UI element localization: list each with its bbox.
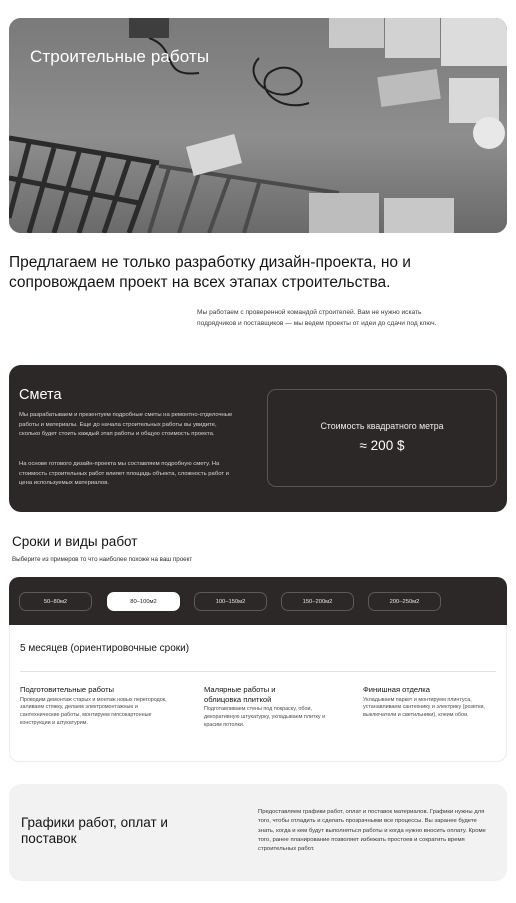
hero-banner — [9, 18, 507, 233]
work-column — [204, 685, 326, 729]
estimate-paragraph: Мы разрабатываем и презентуем подробные сметы на ремонтно-отделочные работы и материалы. Еще до начала строительных работы вы увидите, сколько будет стоить каждый этап работы и общую стоимость проекта. — [19, 412, 233, 438]
terms-heading: Сроки и виды работ — [12, 534, 138, 549]
intro-heading: Предлагаем не только разработку дизайн-проекта, но и сопровождаем проект на всех этапах строительства. — [9, 254, 411, 291]
price-label: Стоимость квадратного метра — [320, 421, 444, 431]
intro-text: Мы работаем с проверенной командой строителей. Вам не нужно искать подрядчиков и поставщиков — мы ведем проекты от идеи до сдачи под ключ. — [197, 309, 437, 327]
price-card — [267, 389, 497, 487]
estimate-paragraph: На основе готового дизайн-проекта мы составляем подробную смету. На стоимость строительных работ влияет площадь объекта, сложность работ и цена используемых материалов. — [19, 461, 229, 487]
schedules-text: Предоставляем графики работ, оплат и поставок материалов. Графики нужны для того, чтобы отладить и сделать прозрачными все процессы. Вы заранее будете знать, когда и кем будут выполняться работы и когда нужно вносить оплату. Кроме того, ранее планирование позволяет избежать простоев и сократить время строительных работ. — [258, 809, 486, 853]
work-title: Подготовительные работы — [20, 685, 115, 694]
estimate-section — [9, 365, 507, 512]
tab-80-100[interactable]: 80–100м2 — [107, 592, 180, 611]
work-text: Подготавливаем стены под покраску, обои, декоративную штукатурку, укладываем плитку и красим потолки. — [204, 706, 326, 728]
work-text: Проводим демонтаж старых и монтаж новых перегородок, заливаем стяжку, делаем электромонтажные и сантехнические работы, монтируем гипсокартонные конструкции и штукатурим. — [20, 696, 167, 726]
price-value: ≈ 200 $ — [359, 438, 405, 453]
divider — [20, 671, 496, 672]
tab-200-250[interactable]: 200–250м2 — [368, 592, 441, 611]
work-column — [20, 685, 170, 727]
work-title: Финишная отделка — [363, 685, 431, 694]
work-column — [363, 685, 488, 720]
terms-card — [9, 625, 507, 762]
tab-50-80[interactable]: 50–80м2 — [19, 592, 92, 611]
page-title: Строительные работы — [30, 47, 210, 66]
tab-150-200[interactable]: 150–200м2 — [281, 592, 354, 611]
tab-100-150[interactable]: 100–150м2 — [194, 592, 267, 611]
schedules-title: Графики работ, оплат и поставок — [21, 815, 168, 846]
work-title: Малярные работы и облицовка плиткой — [204, 685, 276, 704]
estimate-title: Смета — [19, 387, 62, 403]
duration-label: 5 месяцев (ориентировочные сроки) — [20, 643, 190, 654]
terms-subheading: Выберите из примеров то что наиболее похоже на ваш проект — [12, 556, 193, 563]
schedules-section — [9, 784, 507, 881]
area-tabs — [9, 577, 507, 625]
work-text: Укладываем паркет и монтируем плинтуса, устанавливаем сантехнику и электрику (розетки, выключатели и светильники), клеим обои. — [363, 696, 485, 718]
